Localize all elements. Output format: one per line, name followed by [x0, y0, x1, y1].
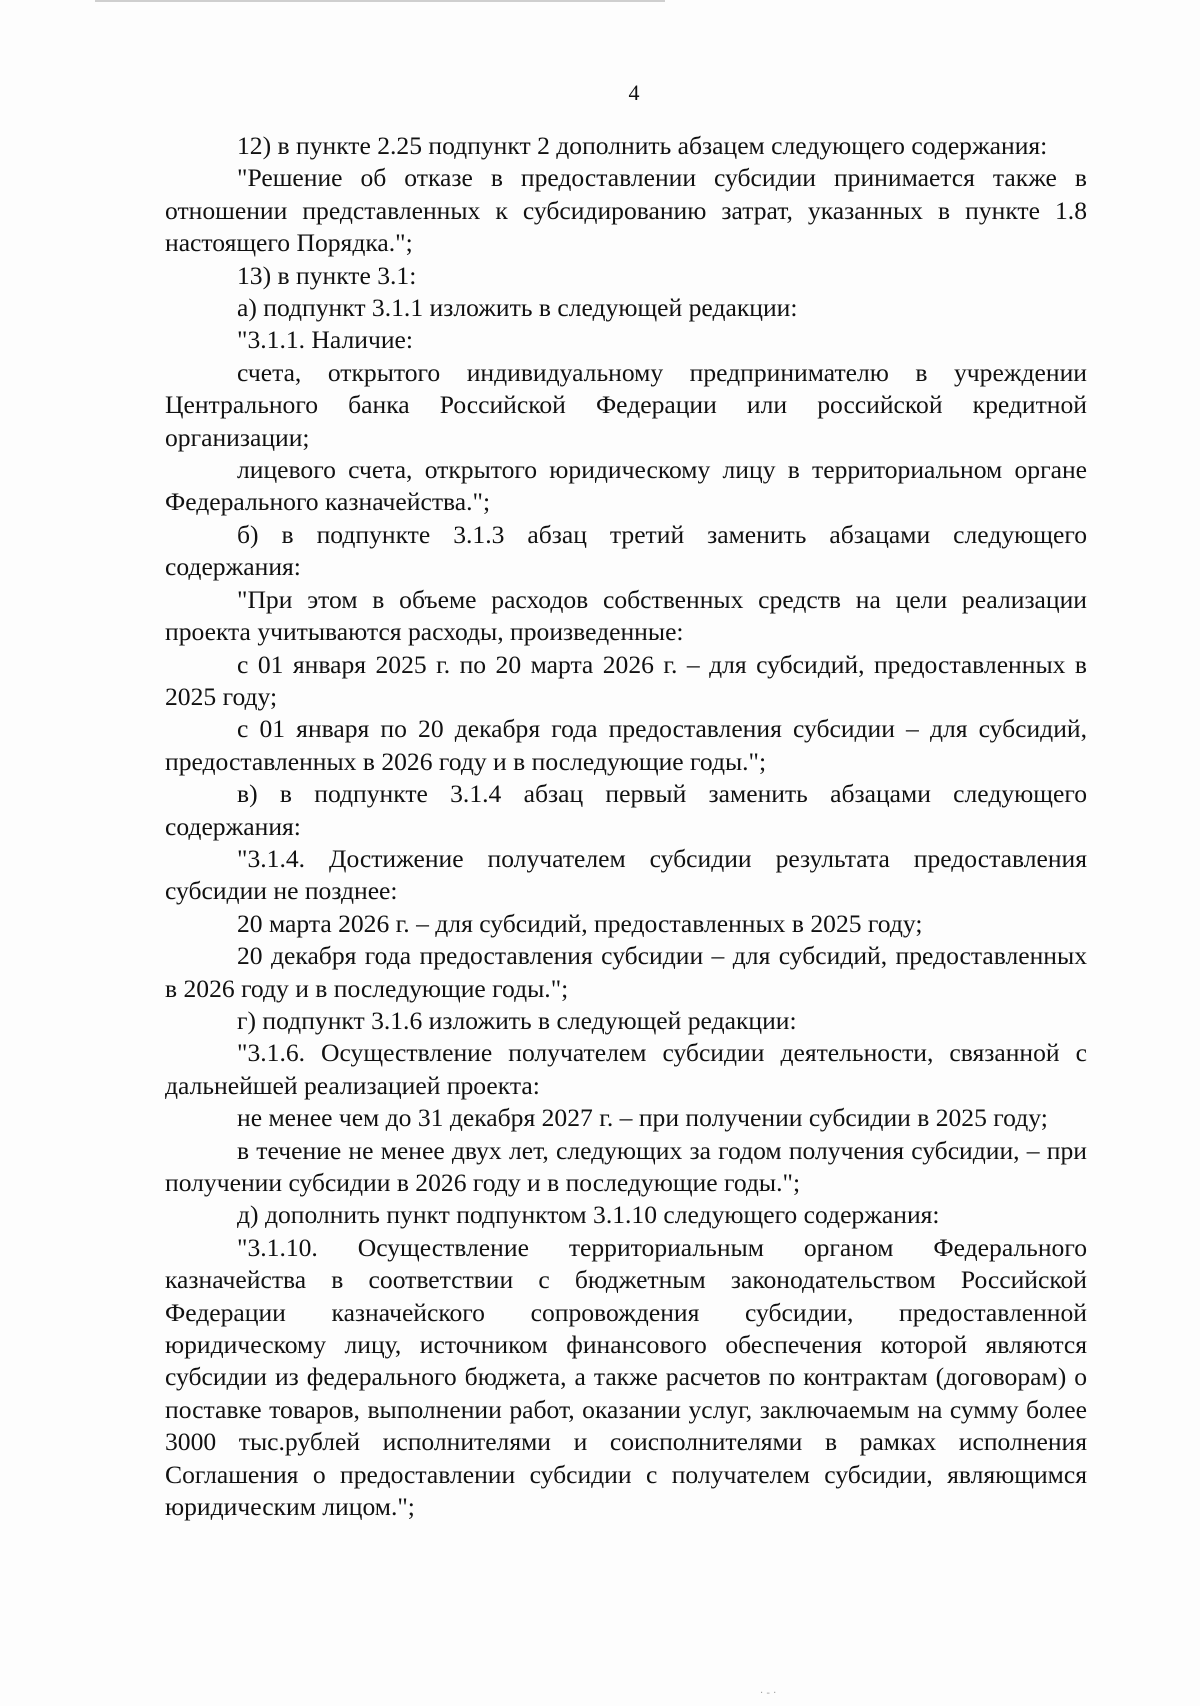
paragraph: д) дополнить пункт подпунктом 3.1.10 следующего содержания:: [237, 1200, 940, 1230]
scan-artifact: · - ·: [760, 1688, 777, 1699]
paragraph: в) в подпункте 3.1.4 абзац первый заменить абзацами следующего содержания:: [165, 779, 1087, 841]
paragraph: "3.1.6. Осуществление получателем субсидии деятельности, связанной с дальнейшей реализацией проекта:: [165, 1038, 1087, 1100]
paragraph: а) подпункт 3.1.1 изложить в следующей редакции:: [237, 293, 798, 323]
paragraph: "3.1.10. Осуществление территориальным органом Федерального казначейства в соответствии с бюджетным законодательством Российской Федерации казначейского сопровождения субсидии, предоставленной юридическому лицу, источником финансового обеспечения которой являются субсидии из федерального бюджета, а также расчетов по контрактам (договорам) о поставке товаров, выполнении работ, оказании услуг, заключаемым на сумму более 3000 тыс.рублей исполнителями и соисполнителями в рамках исполнения Соглашения о предоставлении субсидии с получателем субсидии, являющимся юридическим лицом.";: [165, 1232, 1087, 1522]
paragraph: "3.1.1. Наличие:: [237, 325, 414, 355]
paragraph: с 01 января по 20 декабря года предоставления субсидии – для субсидий, предоставленных в 2026 году и в последующие годы.";: [165, 714, 1087, 776]
paragraph: 20 марта 2026 г. – для субсидий, предоставленных в 2025 году;: [237, 908, 923, 938]
paragraph: счета, открытого индивидуальному предпринимателю в учреждении Центрального банка Российской Федерации или российской кредитной организации;: [165, 357, 1087, 452]
paragraph: "При этом в объеме расходов собственных средств на цели реализации проекта учитываются расходы, произведенные:: [165, 584, 1087, 647]
document-body: [165, 130, 1087, 1523]
paragraph: лицевого счета, открытого юридическому лицу в территориальном органе Федерального казначейства.";: [165, 455, 1087, 517]
paragraph: 12) в пункте 2.25 подпункт 2 дополнить абзацем следующего содержания:: [237, 131, 1048, 160]
page-number: 4: [628, 80, 640, 105]
paragraph: не менее чем до 31 декабря 2027 г. – при получении субсидии в 2025 году;: [237, 1103, 1048, 1133]
paragraph: "Решение об отказе в предоставлении субсидии принимается также в отношении представленных к субсидированию затрат, указанных в пункте 1.8 настоящего Порядка.";: [165, 163, 1087, 258]
paragraph: 20 декабря года предоставления субсидии – для субсидий, предоставленных в 2026 году и в последующие годы.";: [165, 941, 1087, 1003]
paragraph: с 01 января 2025 г. по 20 марта 2026 г. – для субсидий, предоставленных в 2025 году;: [165, 649, 1087, 711]
paragraph: б) в подпункте 3.1.3 абзац третий заменить абзацами следующего содержания:: [165, 519, 1087, 582]
paragraph: 13) в пункте 3.1:: [237, 260, 417, 290]
paragraph: в течение не менее двух лет, следующих за годом получения субсидии, – при получении субсидии в 2026 году и в последующие годы.";: [165, 1135, 1087, 1197]
scan-edge-line: [95, 0, 665, 2]
paragraph: "3.1.4. Достижение получателем субсидии результата предоставления субсидии не позднее:: [165, 843, 1087, 906]
paragraph: г) подпункт 3.1.6 изложить в следующей редакции:: [237, 1005, 797, 1035]
